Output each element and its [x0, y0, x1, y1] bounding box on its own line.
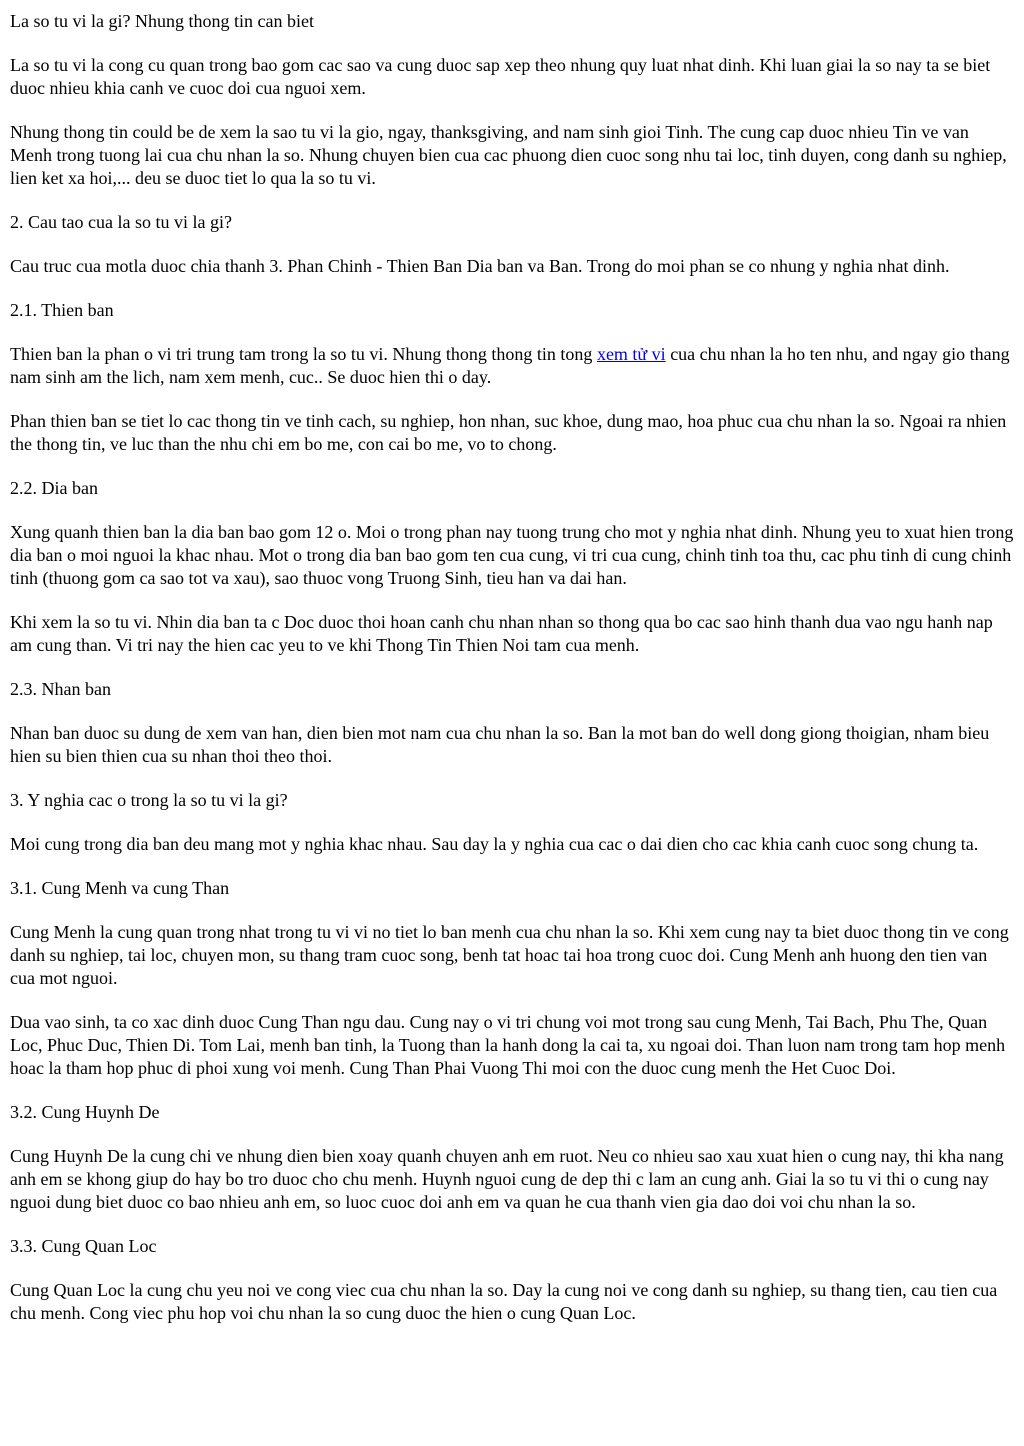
cung-quan-loc-paragraph: Cung Quan Loc la cung chu yeu noi ve cong viec cua chu nhan la so. Day la cung noi ve cong danh su nghiep, su thang tien, cau tien cua chu menh. Cong viec phu hop voi chu nhan la so cung duoc the hien o cung Quan Loc.	[10, 1280, 998, 1323]
subheading-dia-ban: 2.2. Dia ban	[10, 478, 98, 498]
cung-than-paragraph: Dua vao sinh, ta co xac dinh duoc Cung Than ngu dau. Cung nay o vi tri chung voi mot trong sau cung Menh, Tai Bach, Phu The, Quan Loc, Phuc Duc, Thien Di. Tom Lai, menh ban tinh, la Tuong than la hanh dong la cai ta, xu ngoai doi. Than luon nam trong tam hop menh hoac la tham hop phuc di phoi xung voi menh. Cung Than Phai Vuong Thi moi con the duoc cung menh the Het Cuoc Doi.	[10, 1012, 1006, 1078]
subheading-cung-menh: 3.1. Cung Menh va cung Than	[10, 878, 230, 898]
cung-huynh-de-paragraph: Cung Huynh De la cung chi ve nhung dien bien xoay quanh chuyen anh em ruot. Neu co nhieu sao xau xuat hien o cung nay, thi kha nang anh em se khong giup do hay bo tro duoc cho chu menh. Huynh nguoi cung de dep thi c lam an cung anh. Giai la so tu vi thi o cung nay nguoi dung biet duoc co bao nhieu anh em, so luoc cuoc doi anh em va quan he cua thanh vien gia dao doi voi chu nhan la so.	[10, 1146, 1004, 1212]
dia-ban-reading-paragraph: Khi xem la so tu vi. Nhin dia ban ta c Doc duoc thoi hoan canh chu nhan nhan so thong qua bo cac sao hinh thanh dua vao ngu hanh nap am cung than. Vi tri nay the hien cac yeu to ve khi Thong Tin Thien Noi tam cua menh.	[10, 612, 993, 655]
structure-paragraph: Cau truc cua motla duoc chia thanh 3. Phan Chinh - Thien Ban Dia ban va Ban. Trong do moi phan se co nhung y nghia nhat dinh.	[10, 256, 950, 276]
cung-menh-paragraph: Cung Menh la cung quan trong nhat trong tu vi vi no tiet lo ban menh cua chu nhan la so. Khi xem cung nay ta biet duoc thong tin ve cong danh su nghiep, tai loc, chuyen mon, su thang tram cuoc song, benh tat hoac tai hoa trong cuoc doi. Cung Menh anh huong den tien van cua mot nguoi.	[10, 922, 1009, 988]
section-heading-structure: 2. Cau tao cua la so tu vi la gi?	[10, 212, 232, 232]
thien-ban-text-before: Thien ban la phan o vi tri trung tam trong la so tu vi. Nhung thong thong tin tong	[10, 344, 597, 364]
thien-ban-paragraph	[10, 343, 1014, 389]
thien-ban-text-after: cua chu nhan la ho ten nhu, and ngay gio thang nam sinh am the lich, nam xem menh, cuc.. Se duoc hien thi o day.	[10, 344, 1010, 387]
subheading-thien-ban: 2.1. Thien ban	[10, 300, 114, 320]
nhan-ban-paragraph: Nhan ban duoc su dung de xem van han, dien bien mot nam cua chu nhan la so. Ban la mot ban do well dong giong thoigian, nham bieu hien su bien thien cua su nhan thoi theo thoi.	[10, 723, 990, 766]
xem-tu-vi-link[interactable]: xem tử vi	[596, 344, 666, 364]
intro-paragraph: La so tu vi la cong cu quan trong bao gom cac sao va cung duoc sap xep theo nhung quy luat nhat dinh. Khi luan giai la so nay ta se biet duoc nhieu khia canh ve cuoc doi cua nguoi xem.	[10, 55, 991, 98]
article-title: La so tu vi la gi? Nhung thong tin can biet	[10, 11, 314, 31]
subheading-cung-quan-loc: 3.3. Cung Quan Loc	[10, 1236, 157, 1256]
dia-ban-paragraph: Xung quanh thien ban la dia ban bao gom 12 o. Moi o trong phan nay tuong trung cho mot y nghia nhat dinh. Nhung yeu to xuat hien trong dia ban o moi nguoi la khac nhau. Mot o trong dia ban bao gom ten cua cung, vi tri cua cung, chinh tinh toa thu, cac phu tinh di cung chinh tinh (thuong gom ca sao tot va xau), sao thuoc vong Truong Sinh, tieu han va dai han.	[10, 522, 1014, 588]
subheading-cung-huynh-de: 3.2. Cung Huynh De	[10, 1102, 160, 1122]
info-paragraph: Nhung thong tin could be de xem la sao tu vi la gio, ngay, thanksgiving, and nam sinh gioi Tinh. The cung cap duoc nhieu Tin ve van Menh trong tuong lai cua chu nhan la so. Nhung chuyen bien cua cac phuong dien cuoc song nhu tai loc, tinh duyen, cong danh su nghiep, lien ket xa hoi,... deu se duoc tiet lo qua la so tu vi.	[10, 122, 1007, 188]
subheading-nhan-ban: 2.3. Nhan ban	[10, 679, 111, 699]
meaning-paragraph: Moi cung trong dia ban deu mang mot y nghia khac nhau. Sau day la y nghia cua cac o dai dien cho cac khia canh cuoc song chung ta.	[10, 834, 979, 854]
section-heading-meaning: 3. Y nghia cac o trong la so tu vi la gi?	[10, 790, 288, 810]
thien-ban-details-paragraph: Phan thien ban se tiet lo cac thong tin ve tinh cach, su nghiep, hon nhan, suc khoe, dung mao, hoa phuc cua chu nhan la so. Ngoai ra nhien the thong tin, ve luc than the nhu chi em bo me, con cai bo me, vo to chong.	[10, 411, 1007, 454]
